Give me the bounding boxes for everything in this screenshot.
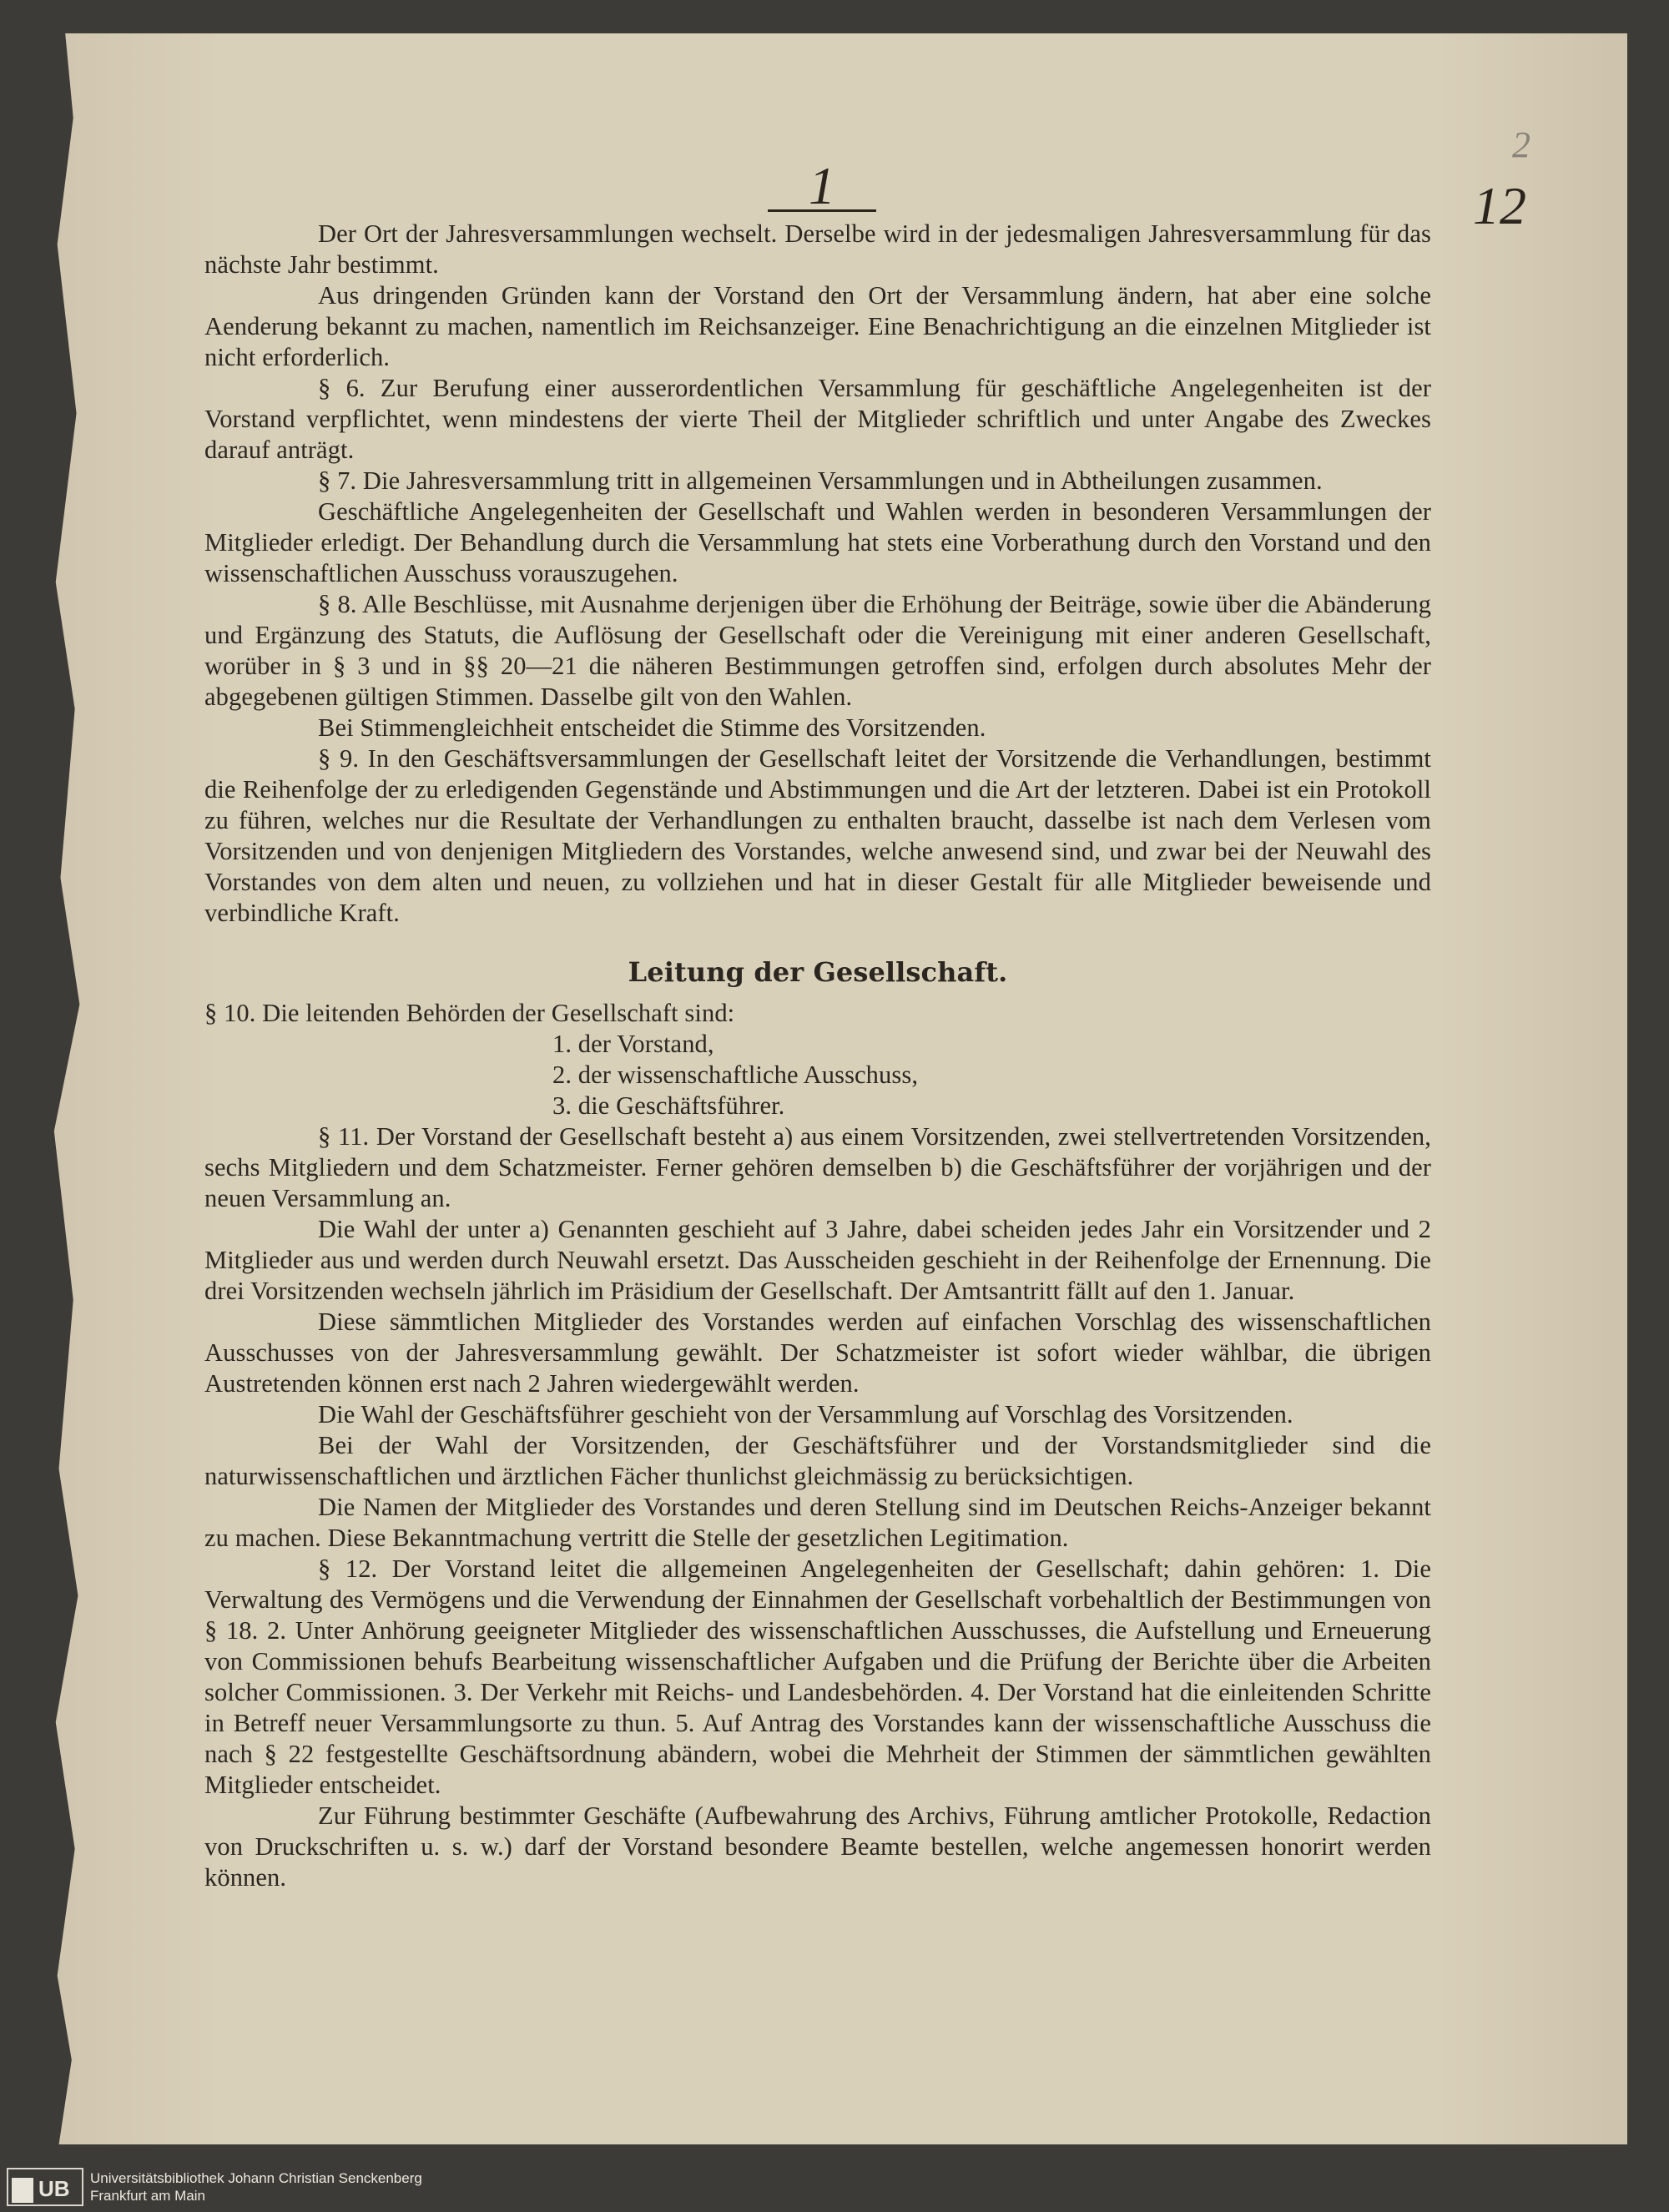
list-item: 2. der wissenschaftliche Ausschuss, <box>552 1061 919 1089</box>
paragraph-section-7: § 7. Die Jahresversammlung tritt in allgemeinen Versammlungen und in Abtheilungen zusammen. <box>318 466 1323 495</box>
list-item: 3. die Geschäftsführer. <box>552 1091 785 1120</box>
paragraph: Die Wahl der unter a) Genannten geschieht auf 3 Jahre, dabei scheiden jedes Jahr ein Vorsitzender und 2 Mitglieder aus und werden durch Neuwahl ersetzt. Das Ausscheiden geschieht in der Reihenfolge der Ernennung. Die drei Vorsitzenden wechseln jährlich im Präsidium der Gesellschaft. Der Amtsantritt fällt auf den 1. Januar. <box>204 1215 1431 1305</box>
paragraph: Geschäftliche Angelegenheiten der Gesellschaft und Wahlen werden in besonderen Versammlungen der Mitglieder erledigt. Der Behandlung durch die Versammlung hat stets eine Vorberathung durch den Vorstand und den wissenschaftlichen Ausschuss vorauszugehen. <box>204 497 1431 587</box>
authorities-list <box>204 1029 1431 1121</box>
paragraph: Bei Stimmengleichheit entscheidet die Stimme des Vorsitzenden. <box>318 713 986 742</box>
handwritten-page-mark: 1 <box>768 163 876 212</box>
paragraph-section-10: § 10. Die leitenden Behörden der Gesellschaft sind: <box>204 999 735 1027</box>
paragraph-section-12: § 12. Der Vorstand leitet die allgemeinen Angelegenheiten der Gesellschaft; dahin gehören: 1. Die Verwaltung des Vermögens und die Verwendung der Einnahmen der Gesellschaft vorbehaltlich der Bestimmungen von § 18. 2. Unter Anhörung geeigneter Mitglieder des wissenschaftlichen Ausschusses, die Aufstellung und Erneuerung von Commissionen behufs Bearbeitung wissenschaftlicher Aufgaben und die Prüfung der Berichte über die Arbeiten solcher Commissionen. 3. Der Verkehr mit Reichs- und Landesbehörden. 4. Der Vorstand hat die einleitenden Schritte in Betreff neuer Versammlungsorte zu thun. 5. Auf Antrag des Vorstandes kann der wissenschaftliche Ausschuss die nach § 22 festgestellte Geschäftsordnung abändern, wobei die Mehrheit der Stimmen der sämmtlichen gewählten Mitglieder entscheidet. <box>204 1554 1431 1799</box>
library-name-line2: Frankfurt am Main <box>90 2188 205 2204</box>
paragraph: Bei der Wahl der Vorsitzenden, der Geschäftsführer und der Vorstandsmitglieder sind die naturwissenschaftlichen und ärztlichen Fächer thunlichst gleichmässig zu berücksichtigen. <box>204 1431 1431 1490</box>
paragraph: Der Ort der Jahresversammlungen wechselt. Derselbe wird in der jedesmaligen Jahresversammlung für das nächste Jahr bestimmt. <box>204 219 1431 279</box>
paragraph: Die Wahl der Geschäftsführer geschieht von der Versammlung auf Vorschlag des Vorsitzenden. <box>318 1400 1293 1428</box>
pencil-page-number: 2 <box>1512 124 1530 165</box>
paragraph: Aus dringenden Gründen kann der Vorstand den Ort der Versammlung ändern, hat aber eine solche Aenderung bekannt zu machen, namentlich im Reichsanzeiger. Eine Benachrichtigung an die einzelnen Mitglieder ist nicht erforderlich. <box>204 281 1431 371</box>
paragraph-section-8: § 8. Alle Beschlüsse, mit Ausnahme derjenigen über die Erhöhung der Beiträge, sowie über die Abänderung und Ergänzung des Statuts, die Auflösung der Gesellschaft oder die Vereinigung mit einer anderen Gesellschaft, worüber in § 3 und in §§ 20—21 die näheren Bestimmungen getroffen sind, erfolgen durch absolutes Mehr der abgegebenen gültigen Stimmen. Dasselbe gilt von den Wahlen. <box>204 590 1431 711</box>
library-name <box>90 2169 422 2204</box>
paragraph-section-6: § 6. Zur Berufung einer ausserordentlichen Versammlung für geschäftliche Angelegenheiten ist der Vorstand verpflichtet, wenn mindestens der vierte Theil der Mitglieder schriftlich und unter Angabe des Zweckes darauf anträgt. <box>204 374 1431 464</box>
handwritten-folio-number: 12 <box>1473 176 1526 235</box>
library-name-line1: Universitätsbibliothek Johann Christian Senckenberg <box>90 2170 422 2186</box>
paragraph: Die Namen der Mitglieder des Vorstandes und deren Stellung sind im Deutschen Reichs-Anzeiger bekannt zu machen. Diese Bekanntmachung vertritt die Stelle der gesetzlichen Legitimation. <box>204 1493 1431 1552</box>
library-logo <box>7 2168 83 2206</box>
paragraph: Zur Führung bestimmter Geschäfte (Aufbewahrung des Archivs, Führung amtlicher Protokolle, Redaction von Druckschriften u. s. w.) darf der Vorstand besondere Beamte bestellen, welche angemessen honorirt werden können. <box>204 1801 1431 1892</box>
library-building-icon <box>12 2178 33 2203</box>
paragraph-section-11: § 11. Der Vorstand der Gesellschaft besteht a) aus einem Vorsitzenden, zwei stellvertretenden Vorsitzenden, sechs Mitgliedern und dem Schatzmeister. Ferner gehören demselben b) die Geschäftsführer der vorjährigen und der neuen Versammlung an. <box>204 1122 1431 1212</box>
paragraph-section-9: § 9. In den Geschäftsversammlungen der Gesellschaft leitet der Vorsitzende die Verhandlungen, bestimmt die Reihenfolge der zu erledigenden Gegenstände und Abstimmungen und die Art der letzteren. Dabei ist ein Protokoll zu führen, welches nur die Resultate der Verhandlungen zu enthalten braucht, dasselbe ist nach dem Verlesen vom Vorsitzenden und von denjenigen Mitgliedern des Vorstandes, welche anwesend sind, und zwar bei der Neuwahl des Vorstandes von dem alten und neuen, zu vollziehen und hat in dieser Gestalt für alle Mitglieder beweisende und verbindliche Kraft. <box>204 744 1431 927</box>
paragraph: Diese sämmtlichen Mitglieder des Vorstandes werden auf einfachen Vorschlag des wissenschaftlichen Ausschusses von der Jahresversammlung gewählt. Der Schatzmeister ist sofort wieder wählbar, die übrigen Austretenden können erst nach 2 Jahren wiedergewählt werden. <box>204 1308 1431 1398</box>
library-footer <box>0 2163 1669 2212</box>
logo-text: UB <box>38 2176 70 2201</box>
list-item: 1. der Vorstand, <box>552 1030 714 1058</box>
document-body <box>204 219 1431 1893</box>
section-heading: Leitung der Gesellschaft. <box>628 956 1008 988</box>
